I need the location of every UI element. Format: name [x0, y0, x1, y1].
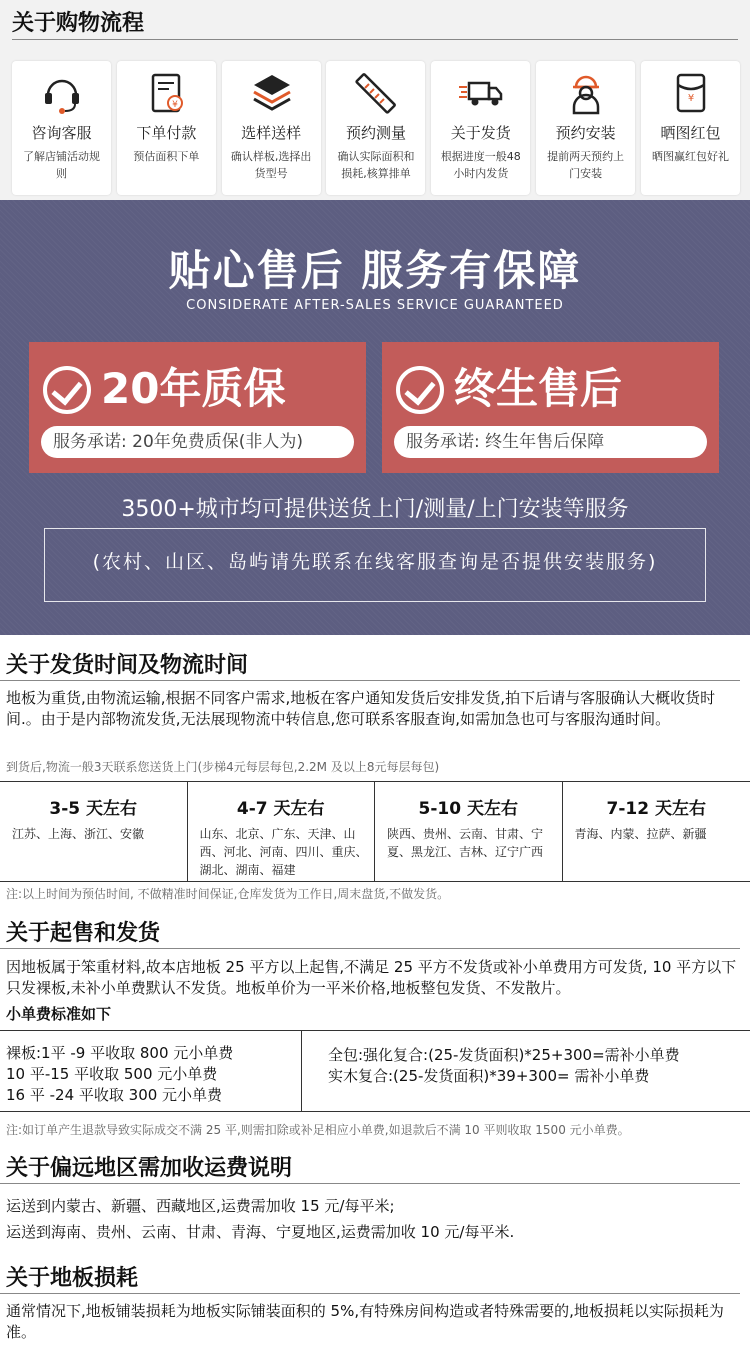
step-title: 预约测量	[345, 124, 406, 142]
step-desc: 预估面积下单	[133, 150, 200, 163]
svg-text:¥: ¥	[687, 93, 695, 104]
zone-cell	[188, 782, 376, 881]
zone-time: 4-7 天左右	[236, 799, 325, 819]
remote-area-title: 关于偏远地区需加收运费说明	[6, 1156, 293, 1181]
red-envelope-icon	[667, 69, 715, 117]
minimum-order-footnote: 注:如订单产生退款导致实际成交不满 25 平,则需扣除或补足相应小单费,如退款后不满 10 平则收取 1500 元小单费。	[6, 1123, 630, 1137]
step-title: 选样送样	[241, 124, 302, 142]
step-red-envelope	[641, 61, 740, 195]
delivery-footnote: 注:以上时间为预估时间, 不做精准时间保证,仓库发货为工作日,周末盘货,不做发货。	[6, 887, 450, 901]
fee-line: 裸板:1平 -9 平收取 800 元小单费	[6, 1044, 234, 1062]
step-desc: 提前两天预约上门安装	[547, 150, 625, 180]
check-circle-icon	[43, 366, 91, 414]
layers-icon	[248, 69, 296, 117]
service-coverage: 3500+城市均可提供送货上门/测量/上门安装等服务	[121, 497, 629, 522]
zone-areas: 陕西、贵州、云南、甘肃、宁夏、黑龙江、吉林、辽宁广西	[387, 827, 544, 859]
small-order-fee-table	[0, 1030, 750, 1112]
lifetime-headline: 终生售后	[454, 364, 623, 413]
warranty-card	[29, 342, 366, 473]
floor-loss-text: 通常情况下,地板铺装损耗为地板实际铺装面积的 5%,有特殊房间构造或者特殊需要的,地板损耗以实际损耗为准。	[6, 1302, 724, 1341]
warranty-headline: 20年质保	[101, 364, 286, 413]
service-note: (农村、山区、岛屿请先联系在线客服查询是否提供安装服务)	[92, 551, 658, 573]
section-divider	[0, 680, 740, 681]
delivery-truck-icon	[457, 69, 505, 117]
delivery-zone-table	[0, 781, 750, 882]
shopping-process-section	[0, 0, 750, 200]
section-divider	[0, 1293, 740, 1294]
lifetime-service-card	[382, 342, 719, 473]
after-sales-banner	[0, 200, 750, 635]
small-order-fee-heading: 小单费标准如下	[6, 1005, 112, 1023]
svg-text:¥: ¥	[171, 100, 178, 110]
banner-title: 贴心售后 服务有保障	[168, 246, 582, 295]
bare-board-fees	[0, 1031, 302, 1111]
order-document-icon	[143, 69, 191, 117]
fee-line: 全包:强化复合:(25-发货面积)*25+300=需补小单费	[328, 1046, 680, 1064]
minimum-order-title: 关于起售和发货	[6, 921, 161, 946]
step-install	[536, 61, 635, 195]
delivery-text: 地板为重货,由物流运输,根据不同客户需求,地板在客户通知发货后安排发货,拍下后请与客服确认大概收货时间.。由于是内部物流发货,无法展现物流中转信息,您可联系客服查询,如需加急也可与客服沟通时间。	[6, 689, 716, 728]
lifetime-promise: 服务承诺: 终生年售后保障	[394, 426, 707, 458]
delivery-note: 到货后,物流一般3天联系您送货上门(步梯4元每层每包,2.2M 及以上8元每层每包)	[6, 760, 440, 774]
ruler-icon	[352, 69, 400, 117]
remote-line: 运送到海南、贵州、云南、甘肃、青海、宁夏地区,运费需加收 10 元/每平米.	[6, 1223, 515, 1241]
zone-cell	[563, 782, 750, 881]
section-divider	[0, 948, 740, 949]
zone-time: 7-12 天左右	[606, 799, 706, 819]
zone-time: 5-10 天左右	[418, 799, 518, 819]
step-desc: 根据进度一般48小时内发货	[440, 150, 521, 180]
check-circle-icon	[396, 366, 444, 414]
step-title: 下单付款	[136, 124, 197, 142]
fee-line: 实木复合:(25-发货面积)*39+300= 需补小单费	[328, 1067, 650, 1085]
step-title: 晒图红包	[660, 124, 721, 142]
remote-line: 运送到内蒙古、新疆、西藏地区,运费需加收 15 元/每平米;	[6, 1197, 395, 1215]
zone-time: 3-5 天左右	[49, 799, 138, 819]
step-consult	[12, 61, 111, 195]
zone-areas: 山东、北京、广东、天津、山西、河北、河南、四川、重庆、湖北、湖南、福建	[199, 827, 368, 877]
step-desc: 确认实际面积和损耗,核算排单	[337, 150, 415, 180]
process-steps	[12, 61, 740, 195]
minimum-order-text: 因地板属于笨重材料,故本店地板 25 平方以上起售,不满足 25 平方不发货或补小单费用方可发货, 10 平方以下只发裸板,未补小单费默认不发货。地板单价为一平米价格,地板整包发货、不发散片。	[6, 958, 737, 997]
section-divider	[0, 1183, 740, 1184]
step-sample	[222, 61, 321, 195]
full-package-fees	[302, 1031, 750, 1111]
step-shipping	[431, 61, 530, 195]
zone-cell	[375, 782, 563, 881]
fee-line: 16 平 -24 平收取 300 元小单费	[6, 1086, 223, 1104]
step-title: 关于发货	[450, 124, 511, 142]
title-divider	[12, 39, 738, 40]
zone-areas: 青海、内蒙、拉萨、新疆	[574, 827, 707, 841]
step-title: 咨询客服	[31, 124, 92, 142]
installer-icon	[562, 69, 610, 117]
fee-line: 10 平-15 平收取 500 元小单费	[6, 1065, 218, 1083]
banner-subtitle: CONSIDERATE AFTER-SALES SERVICE GUARANTEED	[186, 298, 564, 313]
zone-cell	[0, 782, 188, 881]
step-order	[117, 61, 216, 195]
headset-icon	[38, 69, 86, 117]
warranty-promise: 服务承诺: 20年免费质保(非人为)	[41, 426, 354, 458]
step-desc: 确认样板,选择出货型号	[230, 150, 312, 180]
step-desc: 晒图赢红包好礼	[651, 150, 729, 163]
zone-areas: 江苏、上海、浙江、安徽	[12, 827, 145, 841]
shopping-process-title: 关于购物流程	[12, 11, 145, 36]
step-desc: 了解店铺活动规则	[23, 150, 100, 180]
delivery-title: 关于发货时间及物流时间	[6, 653, 249, 678]
floor-loss-title: 关于地板损耗	[6, 1266, 139, 1291]
step-title: 预约安装	[555, 124, 616, 142]
step-measure	[326, 61, 425, 195]
